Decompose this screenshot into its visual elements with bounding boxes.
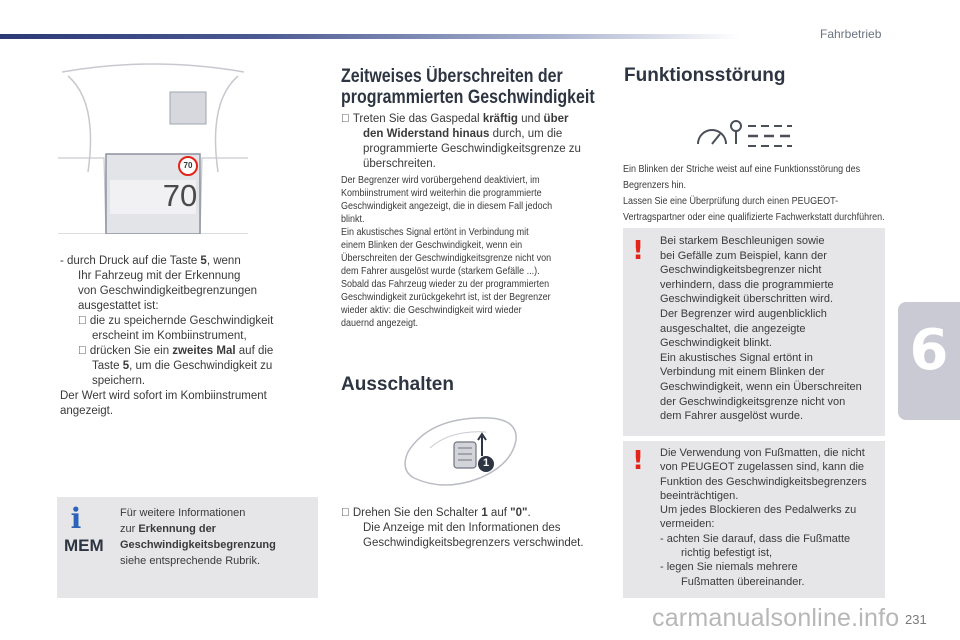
warning-text-floor-mats xyxy=(660,446,884,589)
title-line: Zeitweises Überschreiten der xyxy=(341,66,563,87)
warning-text-acceleration xyxy=(660,234,884,424)
warning-line: der Geschwindigkeitsgrenze nicht von xyxy=(660,395,846,408)
mem-icon: MEM xyxy=(64,536,104,555)
explanation-line: Ein akustisches Signal ertönt in Verbindung mit xyxy=(341,227,529,238)
section-title: Fahrbetrieb xyxy=(820,27,882,41)
warning-dash-line: - legen Sie niemals mehrere xyxy=(660,561,798,574)
instruction-line: von Geschwindigkeitbegrenzungen xyxy=(78,285,258,297)
instruction-line: überschreiten. xyxy=(363,158,436,170)
info-line: zur xyxy=(120,523,139,535)
explanation-line: Kombiinstrument wird weiterhin die programmierte xyxy=(341,188,542,199)
bold-text: zweites Mal xyxy=(160,345,224,357)
instruction-line: . xyxy=(515,507,519,519)
info-text xyxy=(120,505,315,569)
instruction-line: Ihr Fahrzeug mit der Erkennung xyxy=(78,270,241,282)
instruction-line: - durch Druck auf die Taste xyxy=(60,255,201,267)
instruction-line: ausgestattet ist: xyxy=(78,300,159,312)
bold-text: Erkennung der xyxy=(138,523,216,535)
instruction-line: Die Anzeige mit den Informationen des xyxy=(363,522,561,534)
malfunction-text xyxy=(623,162,885,226)
warning-line: beeinträchtigen. xyxy=(660,489,739,502)
warning-line: Bei starkem Beschleunigen sowie xyxy=(660,235,825,247)
bullet-line: speichern. xyxy=(92,375,146,387)
instruction-line: und xyxy=(506,113,532,125)
result-line: Der Wert wird sofort im Kombiinstrument xyxy=(60,390,267,402)
explanation-line: Der Begrenzer wird vorübergehend deaktiviert, im xyxy=(341,175,540,186)
explanation-line: blinkt. xyxy=(341,214,365,225)
bullet-line: auf die xyxy=(223,345,262,357)
explanation-line: Geschwindigkeit angezeigt, die in diesem Fall jedoch xyxy=(341,201,553,212)
large-speed-value: 70 xyxy=(162,178,198,213)
explanation-line: Sobald das Fahrzeug wieder zu der programmierten xyxy=(341,279,550,290)
left-instructions xyxy=(60,254,310,419)
bullet-line: drücken Sie ein xyxy=(78,345,161,357)
warning-lines xyxy=(660,446,884,532)
bold-text: den Widerstand hinaus xyxy=(363,128,490,140)
switch-off-title: Ausschalten xyxy=(341,374,454,395)
warning-dash-line: richtig befestigt ist, xyxy=(681,547,773,560)
warning-line: vermeiden: xyxy=(660,518,715,531)
temporary-override-title xyxy=(341,66,595,108)
explanation-line: einem Blinken der Geschwindigkeit, wenn ein xyxy=(341,240,523,251)
bold-text: 1 xyxy=(469,507,476,519)
info-line: Für weitere Informationen xyxy=(120,507,246,519)
explanation-line: Überschreiten der Geschwindigkeitsgrenze nicht von xyxy=(341,253,552,264)
chapter-number: 6 xyxy=(909,318,949,383)
warning-icon: ! xyxy=(632,446,644,476)
header-bar xyxy=(0,34,740,39)
title-line: programmierten Geschwindigkeit xyxy=(341,87,595,108)
override-instruction xyxy=(341,112,606,172)
warning-line: Geschwindigkeitsbegrenzer nicht xyxy=(660,264,822,277)
stalk-switch-illustration xyxy=(400,412,522,490)
key-number: 5 xyxy=(122,360,130,372)
info-icon: i xyxy=(70,502,82,535)
explanation-line: wieder aktiv: die Geschwindigkeit wird wieder xyxy=(341,305,522,316)
speedometer-dashes-icon xyxy=(692,114,812,154)
page-number: 231 xyxy=(905,612,927,627)
instruction-line: Treten Sie das Gaspedal xyxy=(341,113,471,125)
result-line: angezeigt. xyxy=(60,405,114,417)
warning-line: Ein akustisches Signal ertönt in xyxy=(660,351,813,364)
explanation-line: dauernd angezeigt. xyxy=(341,318,419,329)
bold-text: Geschwindigkeitsbegrenzung xyxy=(120,539,276,551)
stalk-callout-1: 1 xyxy=(482,457,490,469)
malfunction-line: Vertragspartner oder eine qualifizierte Fachwerkstatt durchführen. xyxy=(623,212,885,223)
warning-line: ausgeschaltet, die angezeigte xyxy=(660,322,806,335)
bold-text: kräftig xyxy=(470,113,507,125)
warning-line: bei Gefälle zum Beispiel, kann der xyxy=(660,249,827,262)
warning-line: dem Fahrer ausgelöst wurde. xyxy=(660,410,804,423)
warning-line: Funktion des Geschwindigkeitsbegrenzers xyxy=(660,475,867,488)
malfunction-line: Lassen Sie eine Überprüfung durch einen PEUGEOT- xyxy=(623,196,839,207)
warning-dash-line: Fußmatten übereinander. xyxy=(681,575,805,588)
instruction-line: , wenn xyxy=(206,255,241,267)
instruction-line: Geschwindigkeitsbegrenzers verschwindet. xyxy=(363,537,584,549)
warning-line: Der Begrenzer wird augenblicklich xyxy=(660,307,827,320)
override-explanation xyxy=(341,174,552,330)
bullet-line: die zu speichernde Geschwindigkeit xyxy=(78,315,262,327)
explanation-line: dem Fahrer ausgelöst wurde (starkem Gefälle ...). xyxy=(341,266,540,277)
warning-line: von PEUGEOT zugelassen sind, kann die xyxy=(660,461,865,474)
info-line: siehe entsprechende Rubrik. xyxy=(120,555,261,567)
bullet-line: , um die Geschwindigkeit zu xyxy=(129,360,273,372)
warning-line: Geschwindigkeit, wenn ein Überschreiten xyxy=(660,380,862,393)
bullet-line: erscheint im Kombiinstrument, xyxy=(92,330,247,342)
instruction-line: Drehen Sie den Schalter xyxy=(341,507,470,519)
malfunction-title: Funktionsstörung xyxy=(624,65,786,86)
warning-line: Geschwindigkeit blinkt. xyxy=(660,337,772,350)
explanation-line: Geschwindigkeit zurückgekehrt ist, ist der Begrenzer xyxy=(341,292,551,303)
warning-line: Die Verwendung von Fußmatten, die nicht xyxy=(660,447,865,459)
bold-text: "0" xyxy=(498,507,516,519)
malfunction-line: Ein Blinken der Striche weist auf eine Funktionsstörung des xyxy=(623,164,861,175)
watermark: carmanualsonline.info xyxy=(652,604,900,632)
key-number: 5 xyxy=(200,255,207,267)
warning-line: Um jedes Blockieren des Pedalwerks zu xyxy=(660,504,857,517)
switch-off-instruction xyxy=(341,506,606,551)
instruction-line: durch, um die xyxy=(489,128,563,140)
warning-line: verhindern, dass die programmierte xyxy=(660,278,834,291)
malfunction-line: Begrenzers hin. xyxy=(623,180,687,191)
warning-dash-line: - achten Sie darauf, dass die Fußmatte xyxy=(660,532,851,545)
warning-line: Geschwindigkeit überschritten wird. xyxy=(660,293,834,306)
instruction-line: auf xyxy=(475,507,499,519)
warning-line: Verbindung mit einem Blinken der xyxy=(660,366,825,379)
instruction-line: programmierte Geschwindigkeitsgrenze zu xyxy=(363,143,581,155)
bold-text: über xyxy=(531,113,557,125)
warning-icon: ! xyxy=(632,236,644,266)
bullet-line: Taste xyxy=(92,360,123,372)
small-speed-sign: 70 xyxy=(183,161,193,170)
